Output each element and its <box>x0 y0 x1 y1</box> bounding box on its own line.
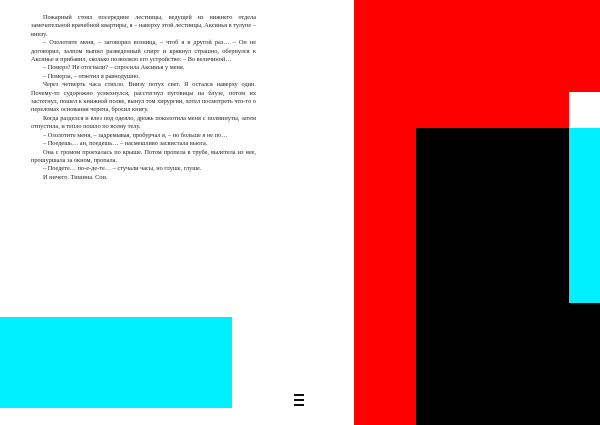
white-decorative-tab <box>569 92 600 128</box>
three-horizontal-lines-icon <box>294 394 304 406</box>
paragraph: – Померза, – ответил я равнодушно. <box>43 72 140 80</box>
paragraph: – Поедете… по-е-де-те… – стучали часы, но глуше, глуше. <box>43 165 202 173</box>
marker-line <box>294 404 304 406</box>
marker-line <box>294 394 304 396</box>
body-text <box>31 14 256 182</box>
marker-line <box>294 399 304 401</box>
paragraph: – Померз? Не отогнали? – спросила Аксинья у меня. <box>43 64 185 72</box>
paragraph: – Поедешь… ан, поедешь… – насмешливо засвистала вьюга. <box>43 140 208 148</box>
paragraph: – Озолотите меня, – заговорил возница, – чтоб я в другой раз… – Он не договорил, залпом выпил разведенный спирт и крякнул страшно, обернулся к Аксинье и прибавил, сколько позволяло его устройство: – Во величиной… <box>31 39 256 64</box>
paragraph: Она с громом проехалась по крыше. Потом пропела в трубе, вылетела из нее, прошуршала за окном, пропала. <box>31 148 256 164</box>
paragraph: И ничего. Тишина. Сон. <box>43 173 108 181</box>
paragraph: Через четверть часа стихло. Внизу потух свет. Я остался наверху один. Почему-то судорожно усмехнулся, расстегнул пуговицы на блузе, потом их застегнул, пошел к книжной полке, вынул том хирургии, хотел посмотреть что-то о переломах основания черепа, бросил книгу. <box>31 81 256 114</box>
cyan-decorative-block <box>0 317 232 408</box>
cyan-decorative-tab <box>569 128 600 303</box>
paragraph: Пожарный стоял посередине лестницы, ведущей из нижнего отдела замечательной врачебной квартиры, я – наверху этой лестницы, Аксинья в тулупе – внизу. <box>31 14 256 38</box>
paragraph: – Озолотите меня, – задремывая, пробурчал я, – но больше я не по… <box>43 131 228 139</box>
paragraph: Когда разделся и влез под одеяло, дрожь поколотила меня с полминуты, затем отпустила, и тепло пошло по всему телу. <box>31 114 256 131</box>
